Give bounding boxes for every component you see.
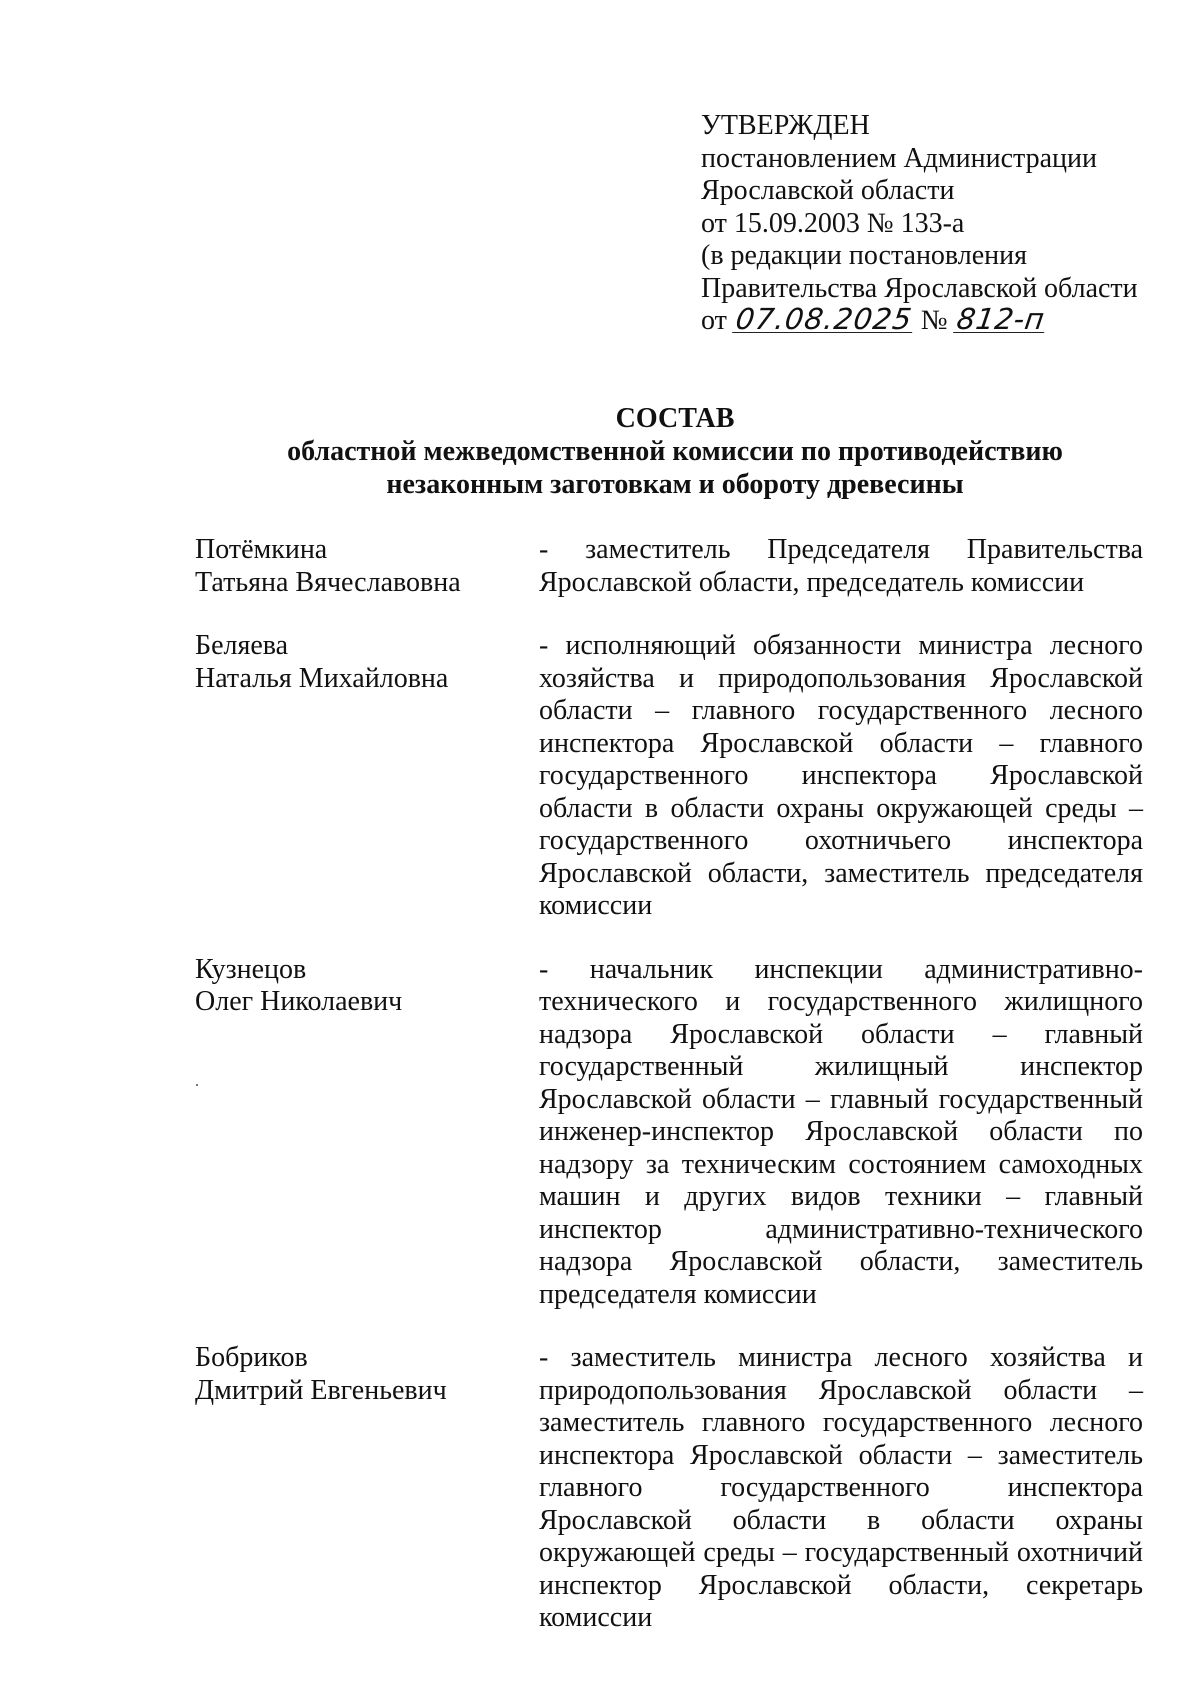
handwritten-number: 812-п (954, 302, 1047, 336)
member-row (195, 1342, 1145, 1635)
approval-edition-note: (в редакции постановления (701, 240, 1028, 271)
document-title: СОСТАВ (615, 403, 735, 434)
approval-government: Правительства Ярославской области (701, 272, 1138, 304)
member-given-name: Дмитрий Евгеньевич (195, 1374, 447, 1406)
member-row (195, 954, 1145, 1312)
member-surname: Беляева (195, 630, 289, 661)
approval-region: Ярославской области (701, 175, 955, 206)
member-role: - начальник инспекции административно-технического и государственного жилищного надзора Ярославской области – главный государственный жилищный инспектор Ярославской области – главный государственный инженер-инспектор Ярославской области по надзору за техническим состоянием самоходных машин и других видов техники – главный инспектор административно-технического надзора Ярославской области, заместитель председателя комиссии (539, 953, 1143, 1310)
member-given-name: Наталья Михайловна (195, 662, 449, 694)
member-row (195, 630, 1145, 923)
member-name (195, 954, 539, 1312)
member-surname: Потёмкина (195, 534, 328, 565)
approval-title: УТВЕРЖДЕН (701, 110, 870, 141)
document-heading (0, 402, 1200, 501)
approval-original-date: от 15.09.2003 № 133-а (701, 207, 965, 239)
document-subtitle-line2: незаконным заготовкам и обороту древесины (386, 469, 964, 500)
member-given-name: Олег Николаевич (195, 986, 403, 1017)
member-name (195, 534, 539, 599)
member-given-name: Татьяна Вячеславовна (195, 566, 461, 598)
approval-stamp (701, 110, 1171, 338)
approval-resolution: постановлением Администрации (701, 142, 1097, 174)
member-surname: Бобриков (195, 1342, 308, 1373)
approval-revision-line (701, 302, 1171, 338)
member-role: - исполняющий обязанности министра лесного хозяйства и природопользования Ярославской области – главного государственного лесного инспектора Ярославской области – главного государственного инспектора Ярославской области в области охраны окружающей среды – государственного охотничьего инспектора Ярославской области, заместитель председателя комиссии (539, 630, 1143, 921)
approval-revision-prefix: от (701, 305, 727, 336)
scan-speck (196, 1084, 198, 1086)
member-row (195, 534, 1145, 599)
document-subtitle-line1: областной межведомственной комиссии по противодействию (287, 436, 1063, 467)
member-name (195, 1342, 539, 1635)
member-surname: Кузнецов (195, 953, 307, 985)
member-role: - заместитель министра лесного хозяйства и природопользования Ярославской области – заместитель главного государственного лесного инспектора Ярославской области – заместитель главного государственного инспектора Ярославской области в области охраны окружающей среды – государственный охотничий инспектор Ярославской области, секретарь комиссии (539, 1342, 1143, 1633)
handwritten-date: 07.08.2025 (733, 302, 915, 336)
member-name (195, 630, 539, 923)
member-role: - заместитель Председателя Правительства Ярославской области, председатель комиссии (539, 534, 1143, 598)
commission-members (195, 534, 1145, 1666)
approval-number-sign: № (920, 305, 948, 336)
